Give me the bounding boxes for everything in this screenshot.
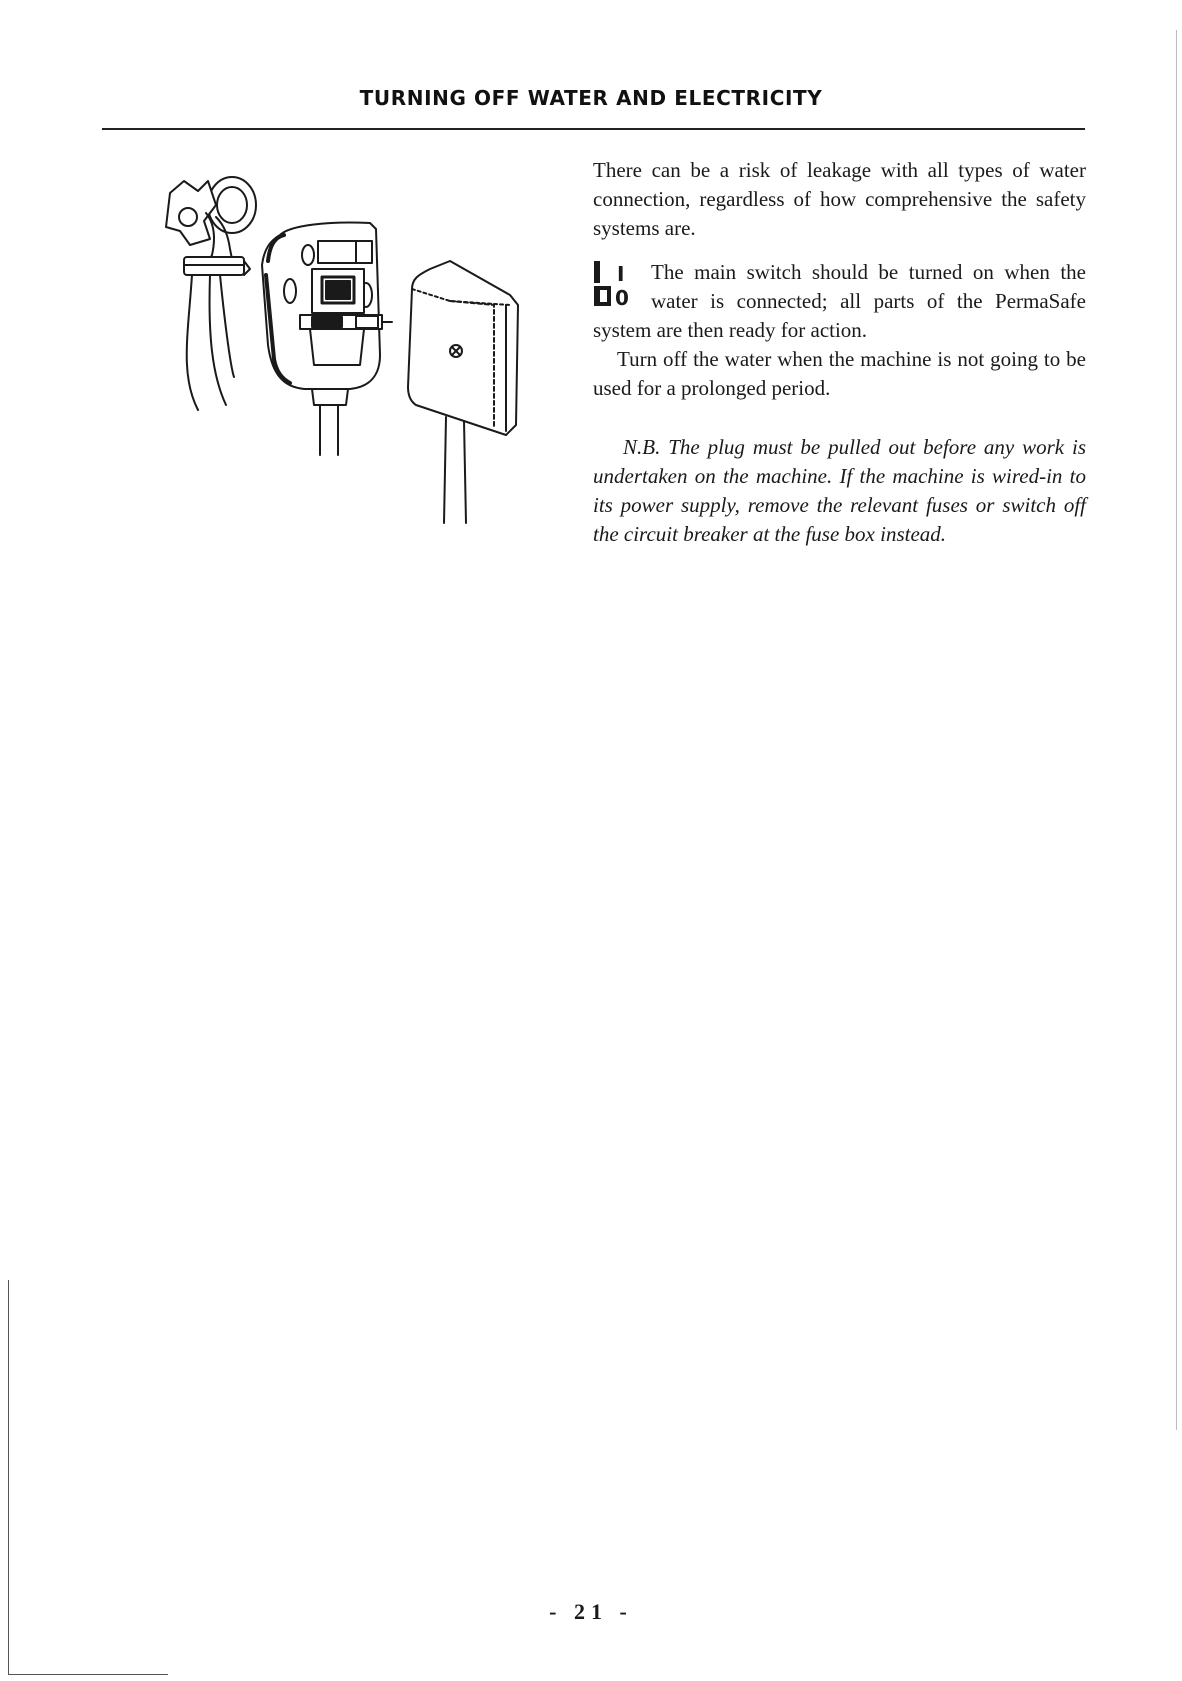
instructions-column	[593, 156, 1086, 549]
wall-socket-icon	[408, 261, 518, 523]
main-switch-icon	[593, 259, 643, 309]
water-tap-icon	[166, 177, 256, 410]
page-number: - 21 -	[549, 1599, 633, 1624]
note-paragraph: N.B. The plug must be pulled out before any work is undertaken on the machine. If the machine is wired-in to its power supply, remove the relevant fuses or switch off the circuit breaker at the fuse box instead.	[593, 435, 1086, 546]
switch-on-label: I	[617, 262, 625, 286]
scan-margin-line	[8, 1674, 168, 1675]
scan-margin-line	[1176, 30, 1177, 1430]
turn-off-paragraph: Turn off the water when the machine is not going to be used for a prolonged period.	[593, 347, 1086, 400]
main-switch-text: The main switch should be turned on when the water is connected; all parts of the PermaSafe system are then ready for action.	[593, 260, 1086, 342]
mains-plug-icon	[262, 223, 392, 456]
hose	[187, 275, 198, 410]
intro-paragraph: There can be a risk of leakage with all types of water connection, regardless of how comprehensive the safety systems are.	[593, 158, 1086, 240]
title-divider	[102, 128, 1085, 130]
page-title: TURNING OFF WATER AND ELECTRICITY	[359, 86, 823, 110]
switch-off-label: 0	[615, 286, 629, 309]
main-switch-paragraph	[593, 258, 1086, 345]
tap-plug-socket-illustration	[150, 165, 570, 535]
